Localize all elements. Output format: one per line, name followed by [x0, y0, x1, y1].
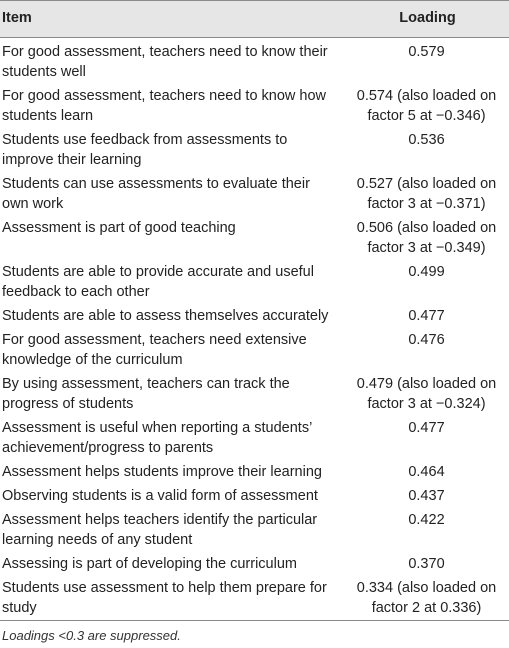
- item-cell: Assessing is part of developing the curriculum: [2, 556, 297, 572]
- table-row: [0, 552, 509, 576]
- table-row: [0, 260, 509, 304]
- loading-cell: 0.334 (also loaded on factor 2 at 0.336): [356, 580, 497, 616]
- loading-cell: 0.422: [408, 512, 445, 528]
- loading-cell: 0.464: [408, 464, 445, 480]
- loading-cell: 0.477: [408, 420, 445, 436]
- item-cell: Assessment helps students improve their learning: [2, 464, 322, 480]
- table-row: [0, 576, 509, 621]
- loading-cell: 0.437: [408, 488, 445, 504]
- table-row: [0, 216, 509, 260]
- table-row: [0, 484, 509, 508]
- loading-cell: 0.536: [408, 132, 445, 148]
- item-cell: For good assessment, teachers need to know their students well: [2, 44, 328, 80]
- table-row: [0, 460, 509, 484]
- loading-cell: 0.574 (also loaded on factor 5 at −0.346): [356, 88, 497, 124]
- loading-cell: 0.527 (also loaded on factor 3 at −0.371): [356, 176, 497, 212]
- table-row: [0, 372, 509, 416]
- item-cell: Assessment helps teachers identify the particular learning needs of any student: [2, 512, 318, 548]
- table-footnote: Loadings <0.3 are suppressed.: [2, 628, 181, 643]
- loading-cell: 0.499: [408, 264, 445, 280]
- table-body: [0, 38, 509, 621]
- loading-cell: 0.506 (also loaded on factor 3 at −0.349): [356, 220, 497, 256]
- item-cell: For good assessment, teachers need extensive knowledge of the curriculum: [2, 332, 307, 368]
- column-header-loading: Loading: [399, 10, 456, 26]
- table-row: [0, 508, 509, 552]
- item-cell: Assessment is part of good teaching: [2, 220, 236, 236]
- loading-cell: 0.477: [408, 308, 445, 324]
- loading-cell: 0.579: [408, 44, 445, 60]
- table-row: [0, 172, 509, 216]
- table-header-row: [0, 1, 509, 38]
- item-cell: Students can use assessments to evaluate their own work: [2, 176, 310, 212]
- item-cell: Students are able to provide accurate and useful feedback to each other: [2, 264, 314, 300]
- item-cell: Observing students is a valid form of assessment: [2, 488, 318, 504]
- item-cell: Students use feedback from assessments to improve their learning: [2, 132, 288, 168]
- table-row: [0, 416, 509, 460]
- item-cell: By using assessment, teachers can track the progress of students: [2, 376, 290, 412]
- item-cell: Assessment is useful when reporting a students’ achievement/progress to parents: [2, 420, 312, 456]
- item-cell: For good assessment, teachers need to know how students learn: [2, 88, 327, 124]
- column-header-item: Item: [2, 10, 32, 26]
- table-row: [0, 328, 509, 372]
- table-row: [0, 128, 509, 172]
- table-row: [0, 38, 509, 85]
- loading-cell: 0.476: [408, 332, 445, 348]
- loading-cell: 0.479 (also loaded on factor 3 at −0.324): [356, 376, 497, 412]
- item-cell: Students are able to assess themselves accurately: [2, 308, 329, 324]
- table-row: [0, 304, 509, 328]
- loading-cell: 0.370: [408, 556, 445, 572]
- item-cell: Students use assessment to help them prepare for study: [2, 580, 327, 616]
- table-row: [0, 84, 509, 128]
